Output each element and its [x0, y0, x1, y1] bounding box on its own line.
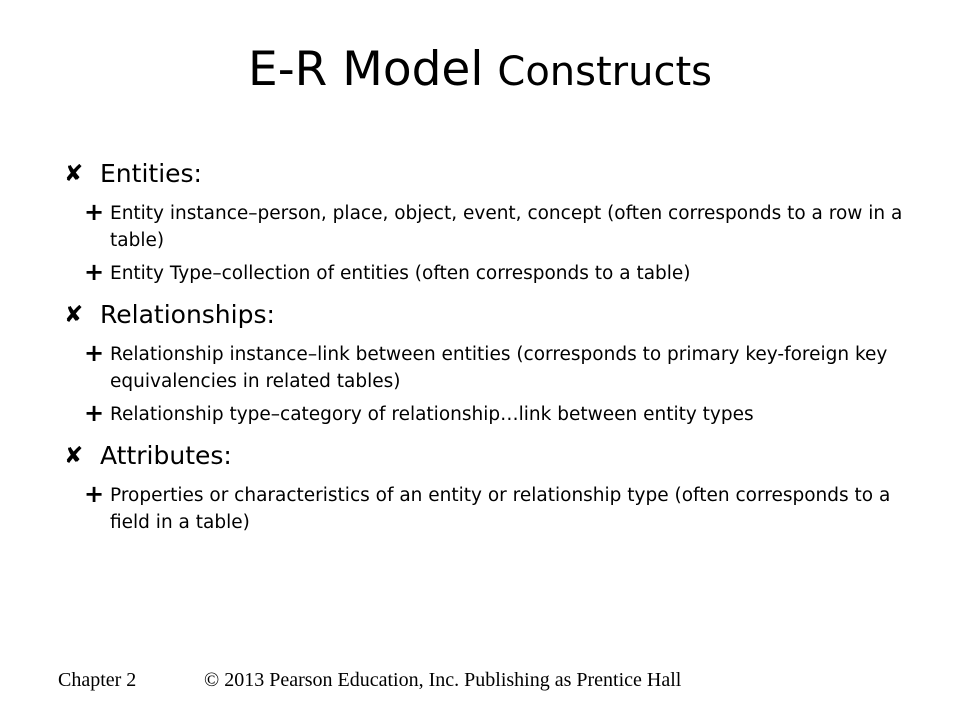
plus-icon: +: [84, 399, 105, 427]
list-item: [84, 198, 924, 254]
section-entities: [64, 154, 924, 194]
plus-icon: +: [84, 339, 105, 367]
list-item-text: Properties or characteristics of an entity or relationship type (often corresponds to a field in a table): [110, 485, 891, 533]
list-item-text: Entity Type–collection of entities (often corresponds to a table): [110, 263, 691, 284]
ballot-x-icon: ✘: [64, 443, 84, 469]
list-item: [84, 258, 924, 287]
section-label: Attributes:: [100, 441, 232, 470]
bullet-list: [64, 154, 924, 536]
list-item: [84, 480, 924, 536]
plus-icon: +: [84, 480, 105, 508]
list-item-text: Relationship instance–link between entities (corresponds to primary key-foreign key equivalencies in related tables): [110, 344, 888, 392]
list-item: [84, 339, 924, 395]
ballot-x-icon: ✘: [64, 302, 84, 328]
section-label: Entities:: [100, 159, 202, 188]
chapter-label: Chapter 2: [58, 669, 137, 691]
list-item-text: Entity instance–person, place, object, event, concept (often corresponds to a row in a table): [110, 203, 903, 251]
list-item: [84, 399, 924, 428]
title-main: E-R Model: [248, 42, 484, 97]
section-label: Relationships:: [100, 300, 275, 329]
slide-title: [0, 38, 960, 104]
list-item-text: Relationship type–category of relationship…link between entity types: [110, 404, 754, 425]
copyright-notice: © 2013 Pearson Education, Inc. Publishing as Prentice Hall: [204, 669, 682, 691]
plus-icon: +: [84, 258, 105, 286]
title-sub: Constructs: [497, 49, 712, 95]
section-attributes: [64, 436, 924, 476]
ballot-x-icon: ✘: [64, 161, 84, 187]
plus-icon: +: [84, 198, 105, 226]
section-relationships: [64, 295, 924, 335]
